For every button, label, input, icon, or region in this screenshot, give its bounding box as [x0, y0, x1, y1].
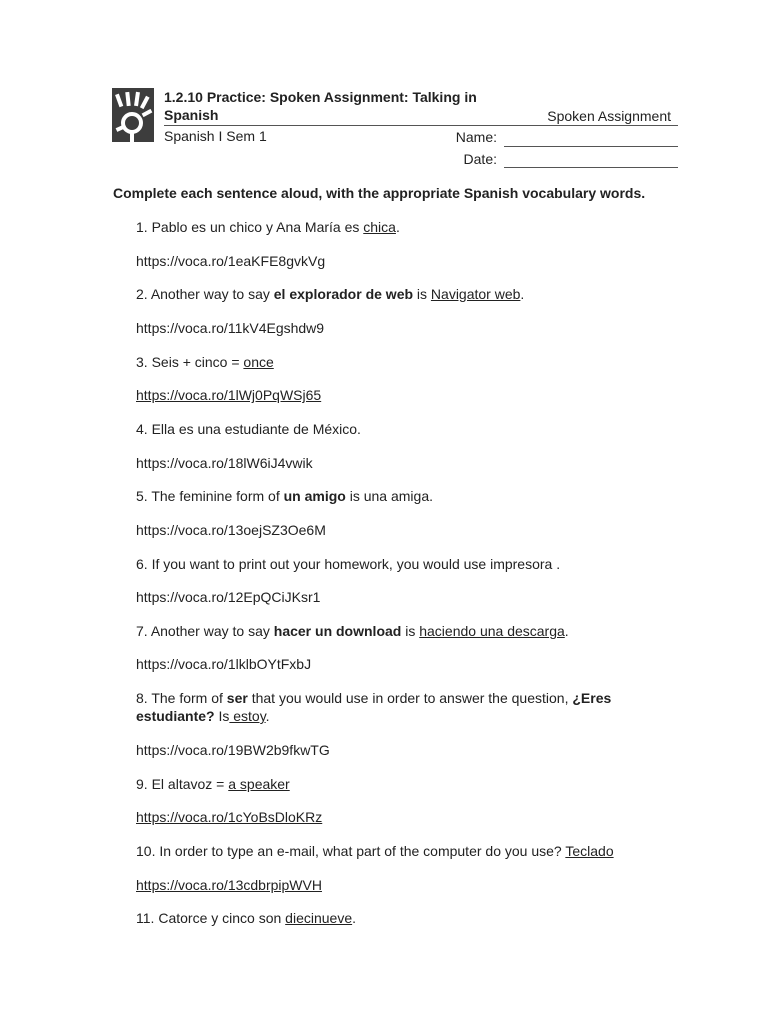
question-6: [136, 555, 676, 573]
question-number: 2.: [136, 286, 148, 302]
question-number: 7.: [136, 623, 148, 639]
question-number: 9.: [136, 776, 148, 792]
recording-link-10[interactable]: https://voca.ro/13cdbrpipWVH: [136, 877, 322, 893]
question-text: Pablo es un chico y Ana María es: [151, 219, 364, 235]
question-4: [136, 420, 676, 438]
question-3: [136, 353, 676, 371]
question-number: 1.: [136, 219, 148, 235]
date-label: Date:: [463, 151, 497, 167]
answer: once: [243, 354, 274, 370]
question-1: [136, 218, 676, 236]
vocab-question: ¿Eres estudiante?: [136, 690, 612, 724]
answer: diecinueve: [285, 910, 353, 926]
answer: estoy: [229, 708, 266, 724]
question-text: Is: [214, 708, 230, 724]
recording-link-3[interactable]: https://voca.ro/1lWj0PqWSj65: [136, 387, 322, 403]
question-number: 3.: [136, 354, 148, 370]
name-label: Name:: [455, 129, 497, 145]
vocab-term: hacer un download: [273, 623, 402, 639]
question-text: The feminine form of: [151, 488, 284, 504]
question-number: 5.: [136, 488, 148, 504]
question-11: [136, 909, 676, 927]
question-text: that you would use in order to answer the question,: [247, 690, 573, 706]
assignment-title: 1.2.10 Practice: Spoken Assignment: Talking in Spanish: [164, 89, 477, 123]
header-rule: [164, 125, 678, 126]
question-number: 6.: [136, 556, 148, 572]
question-number: 4.: [136, 421, 148, 437]
question-10: [136, 842, 676, 860]
answer: chica: [363, 219, 396, 235]
question-text: Catorce y cinco son: [158, 910, 286, 926]
answer: Navigator web: [430, 286, 521, 302]
question-text: is: [401, 623, 420, 639]
question-text: The form of: [151, 690, 227, 706]
question-text: Ella es una estudiante de México.: [151, 421, 361, 437]
recording-link-8[interactable]: https://voca.ro/19BW2b9fkwTG: [136, 742, 330, 758]
question-number: 11.: [136, 910, 155, 926]
question-text: Another way to say: [150, 286, 274, 302]
question-suffix: is una amiga.: [345, 488, 434, 504]
recording-link-2[interactable]: https://voca.ro/11kV4Egshdw9: [136, 320, 325, 336]
course-name: Spanish I Sem 1: [164, 128, 267, 144]
publisher-logo-icon: [112, 88, 154, 142]
question-number: 8.: [136, 690, 148, 706]
recording-link-9[interactable]: https://voca.ro/1cYoBsDloKRz: [136, 809, 323, 825]
recording-link-6[interactable]: https://voca.ro/12EpQCiJKsr1: [136, 589, 321, 605]
question-suffix: .: [352, 910, 356, 926]
instructions: Complete each sentence aloud, with the appropriate Spanish vocabulary words.: [113, 185, 646, 201]
recording-link-5[interactable]: https://voca.ro/13oejSZ3Oe6M: [136, 522, 326, 538]
question-text: El altavoz =: [151, 776, 229, 792]
answer: Teclado: [565, 843, 614, 859]
question-5: [136, 487, 676, 505]
question-suffix: .: [395, 219, 400, 235]
question-8: [136, 689, 676, 725]
question-text: Seis + cinco =: [151, 354, 244, 370]
question-2: [136, 285, 676, 303]
question-text: is: [413, 286, 431, 302]
vocab-term: ser: [226, 690, 248, 706]
question-suffix: .: [520, 286, 525, 302]
recording-link-4[interactable]: https://voca.ro/18lW6iJ4vwik: [136, 455, 313, 471]
recording-link-7[interactable]: https://voca.ro/1lklbOYtFxbJ: [136, 656, 312, 672]
date-field-line[interactable]: [504, 167, 678, 168]
vocab-term: el explorador de web: [273, 286, 414, 302]
answer: a speaker: [228, 776, 290, 792]
answer: haciendo una descarga: [419, 623, 565, 639]
question-number: 10.: [136, 843, 156, 859]
question-text: In order to type an e-mail, what part of the computer do you use?: [159, 843, 566, 859]
document-type: Spoken Assignment: [547, 108, 671, 124]
question-9: [136, 775, 676, 793]
question-text: Another way to say: [150, 623, 274, 639]
question-7: [136, 622, 676, 640]
question-suffix: .: [564, 623, 569, 639]
question-suffix: .: [265, 708, 270, 724]
recording-link-1[interactable]: https://voca.ro/1eaKFE8gvkVg: [136, 253, 326, 269]
question-text: If you want to print out your homework, you would use impresora .: [151, 556, 561, 572]
vocab-term: un amigo: [283, 488, 346, 504]
name-field-line[interactable]: [504, 146, 678, 147]
